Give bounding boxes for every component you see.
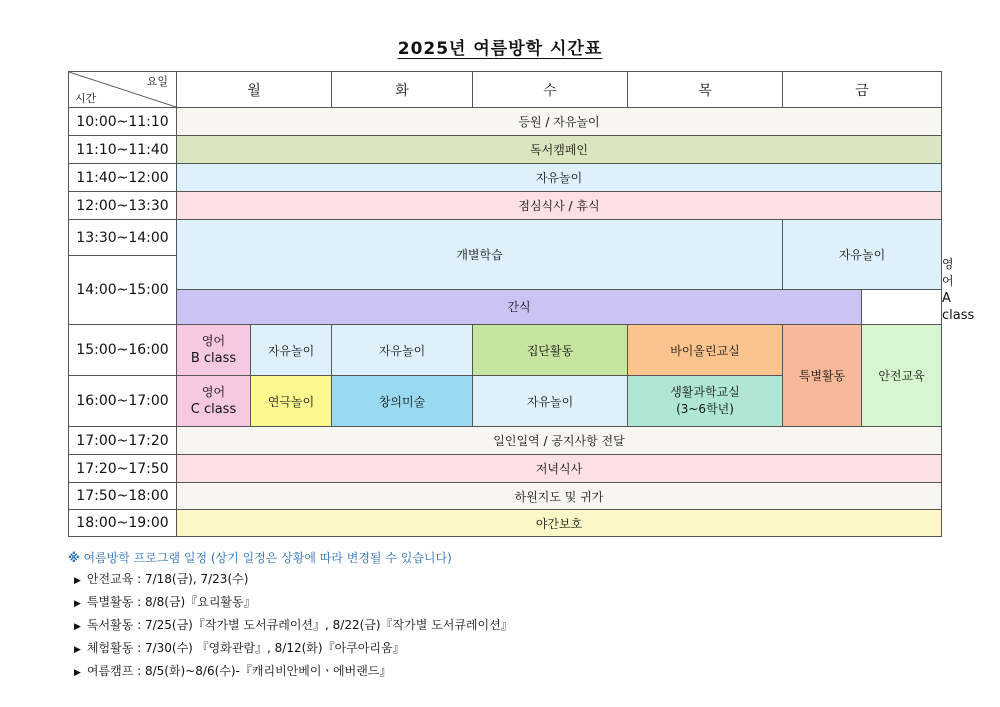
- table-row: [69, 192, 942, 220]
- english-b-cell: [177, 325, 251, 376]
- list-item: [68, 615, 513, 638]
- note-text: 안전교육 : 7/18(금), 7/23(수): [86, 572, 249, 586]
- note-text: 여름캠프 : 8/5(화)~8/6(수)-『캐리비안베이ㆍ에버랜드』: [86, 664, 392, 678]
- lunch-cell: 점심식사 / 휴식: [177, 192, 942, 220]
- time-cell: 17:00~17:20: [69, 427, 177, 455]
- time-cell: 17:20~17:50: [69, 455, 177, 483]
- table-row: [69, 427, 942, 455]
- asterisk-mark: ※: [68, 551, 80, 565]
- bullet-icon: ▶: [74, 645, 81, 655]
- time-cell: 13:30~14:00: [69, 220, 177, 256]
- header-row: [69, 72, 942, 108]
- page-title: 2025년 여름방학 시간표: [397, 39, 603, 59]
- corner-day-label: 요일: [146, 75, 168, 88]
- time-cell: 12:00~13:30: [69, 192, 177, 220]
- time-cell: 17:50~18:00: [69, 483, 177, 510]
- table-row: [69, 136, 942, 164]
- class-label: B class: [190, 351, 237, 366]
- corner-cell: [69, 72, 177, 108]
- day-mon: 월: [177, 72, 332, 108]
- individual-study-cell: 개별학습: [177, 220, 783, 290]
- science-class-cell: [628, 376, 783, 427]
- thu-16-cell: 자유놀이: [473, 376, 628, 427]
- notes-heading: [68, 548, 513, 569]
- day-wed: 수: [473, 72, 628, 108]
- bullet-icon: ▶: [74, 576, 81, 586]
- list-item: [68, 592, 513, 615]
- notes-heading-text: 여름방학 프로그램 일정 (상기 일정은 상황에 따라 변경될 수 있습니다): [83, 551, 452, 565]
- time-cell: 10:00~11:10: [69, 108, 177, 136]
- time-cell: 18:00~19:00: [69, 510, 177, 537]
- drama-play-cell: 연극놀이: [251, 376, 332, 427]
- table-row: [69, 325, 942, 376]
- arrival-cell: 등원 / 자유놀이: [177, 108, 942, 136]
- leaving-cell: 하원지도 및 귀가: [177, 483, 942, 510]
- note-text: 독서활동 : 7/25(금)『작가별 도서큐레이션』, 8/22(금)『작가별 도서큐레이션』: [86, 618, 513, 632]
- science-class-label: 생활과학교실: [670, 385, 740, 399]
- table-row: [69, 164, 942, 192]
- wed-15-cell: 자유놀이: [332, 325, 473, 376]
- english-label: 영어: [201, 385, 226, 399]
- corner-time-label: 시간: [75, 92, 97, 105]
- table-row: [69, 108, 942, 136]
- fri-free-play-cell: 자유놀이: [783, 220, 942, 290]
- table-row: [69, 483, 942, 510]
- timetable: [68, 71, 975, 537]
- list-item: [68, 661, 513, 684]
- reflection-cell: 일인일역 / 공지사항 전달: [177, 427, 942, 455]
- bullet-icon: ▶: [74, 622, 81, 632]
- time-cell: 14:00~15:00: [69, 256, 177, 325]
- class-label: C class: [190, 402, 237, 417]
- note-text: 체험활동 : 7/30(수) 『영화관람』, 8/12(화)『아쿠아리움』: [86, 641, 405, 655]
- night-care-cell: 야간보호: [177, 510, 942, 537]
- thu-15-cell: 집단활동: [473, 325, 628, 376]
- bullet-icon: ▶: [74, 668, 81, 678]
- program-notes: [68, 548, 513, 684]
- day-fri: 금: [783, 72, 942, 108]
- table-row: [69, 510, 942, 537]
- free-play-cell: 자유놀이: [177, 164, 942, 192]
- table-row: [69, 289, 942, 324]
- bullet-icon: ▶: [74, 599, 81, 609]
- special-activity-cell: 특별활동: [783, 325, 862, 427]
- table-row: [69, 455, 942, 483]
- time-cell: 16:00~17:00: [69, 376, 177, 427]
- english-c-cell: [177, 376, 251, 427]
- creative-art-cell: 창의미술: [332, 376, 473, 427]
- english-label: 영어: [201, 334, 226, 348]
- table-row: 14:00~15:00 영어 A class: [69, 256, 942, 290]
- time-cell: 11:10~11:40: [69, 136, 177, 164]
- safety-education-cell: 안전교육: [862, 325, 942, 427]
- day-thu: 목: [628, 72, 783, 108]
- day-tue: 화: [332, 72, 473, 108]
- list-item: [68, 569, 513, 592]
- note-text: 특별활동 : 8/8(금)『요리활동』: [86, 595, 256, 609]
- list-item: [68, 638, 513, 661]
- dinner-cell: 저녁식사: [177, 455, 942, 483]
- time-cell: 11:40~12:00: [69, 164, 177, 192]
- tue-15-cell: 자유놀이: [251, 325, 332, 376]
- grade-range-label: (3~6학년): [676, 402, 734, 416]
- table-row: [69, 220, 942, 256]
- reading-cell: 독서캠페인: [177, 136, 942, 164]
- time-cell: 15:00~16:00: [69, 325, 177, 376]
- violin-cell: 바이올린교실: [628, 325, 783, 376]
- snack-cell: 간식: [177, 289, 862, 324]
